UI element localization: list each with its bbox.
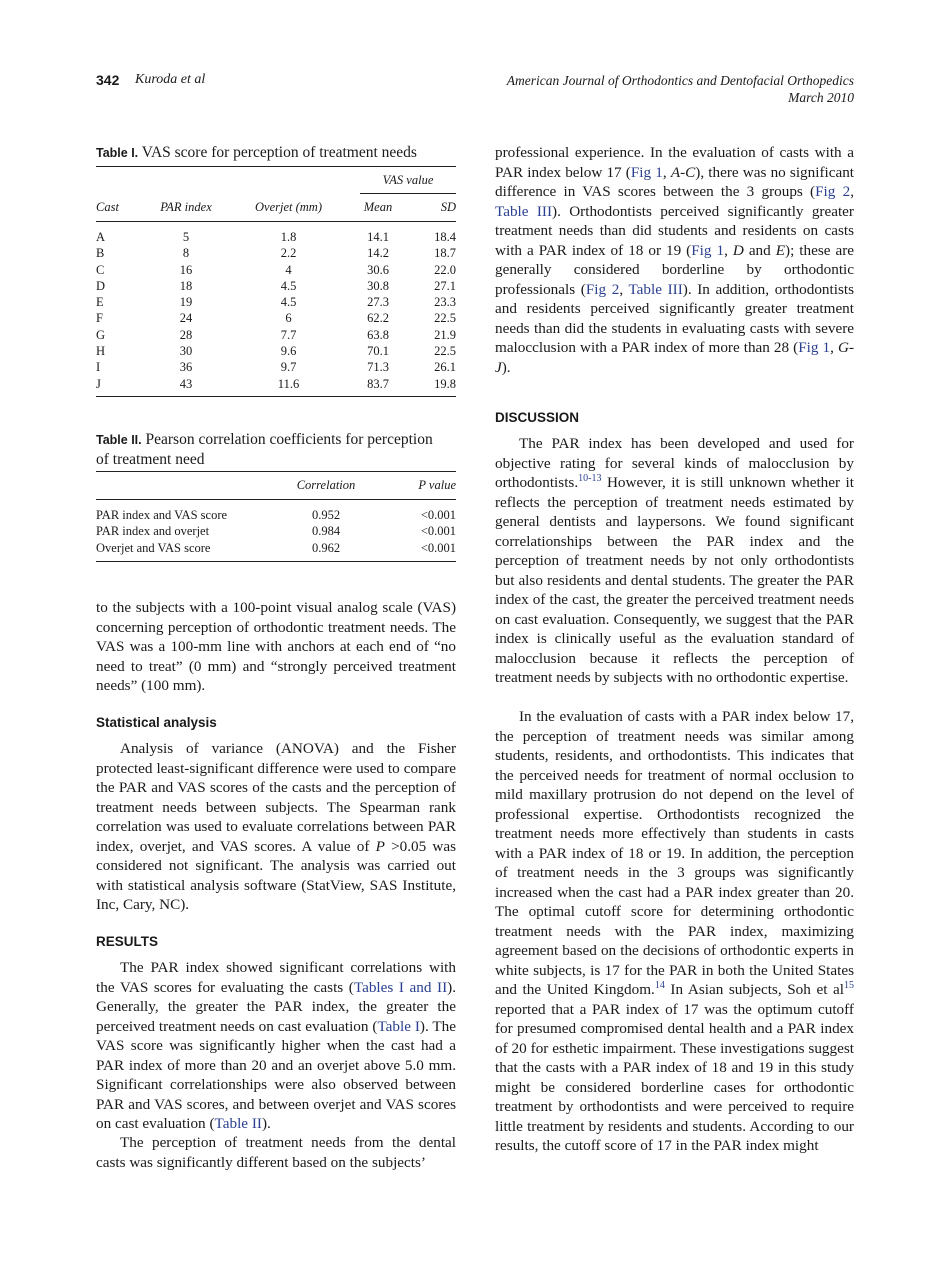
table1-cell-overjet: 2.2 (280, 246, 297, 261)
page-number: 342 (96, 72, 120, 88)
table1-col-cast: Cast (96, 200, 119, 214)
res1-text-a: The PAR index showed significant correlations with the VAS scores for evaluating the casts ( (96, 959, 456, 996)
table2-col-correlation: Correlation (296, 478, 356, 492)
table-row (96, 507, 456, 523)
r1-text-b: ), there was no significant difference in VAS scores between the 3 groups ( (495, 163, 855, 200)
left-para-results-1 (96, 958, 456, 1134)
link-fig-1-c[interactable]: Fig 1 (798, 339, 831, 356)
table1-cell-par: 18 (179, 278, 193, 293)
link-tables-i-ii[interactable]: Tables I and II (353, 978, 448, 996)
table1-cell-par: 28 (179, 327, 193, 342)
table-row (96, 245, 456, 261)
res2-text: The perception of treatment needs from the dental casts was significantly different based on the subjects’ (96, 1134, 456, 1171)
table1-cell-sd: 23.3 (434, 295, 456, 310)
table1-cell-cast: G (96, 327, 106, 342)
table1-cell-mean: 70.1 (367, 344, 389, 359)
table-row (96, 294, 456, 310)
table1-cell-par: 36 (179, 360, 193, 375)
ref-10-13[interactable]: 10-13 (578, 472, 602, 484)
link-fig-2[interactable]: Fig 2 (815, 183, 851, 200)
table1-cell-sd: 26.1 (434, 360, 456, 375)
table1-caption-text: VAS score for perception of treatment needs (141, 144, 417, 161)
table1-col-overjet: Overjet (mm) (255, 200, 322, 214)
table1-col-par: PAR index (160, 200, 212, 214)
res1-text-d: ). (261, 1115, 271, 1132)
table1-cell-cast: E (96, 295, 104, 310)
link-fig-1[interactable]: Fig 1 (630, 163, 663, 181)
table2-caption (96, 430, 456, 469)
r1-text-d: ); these are generally considered borderline by orthodontic professionals ( (495, 241, 855, 298)
table1-cell-sd: 18.7 (434, 246, 456, 261)
left-para-results-2 (96, 1133, 456, 1172)
r1-text-a: professional experience. In the evaluation of casts with a PAR index below 17 ( (495, 144, 854, 181)
table1-cell-overjet: 1.8 (280, 230, 297, 244)
table2-cell-pvalue: <0.001 (420, 524, 456, 539)
r1-text-c: ). Orthodontists perceived significantly greater treatment needs than did students and residents on casts with a PAR index of 18 or 19 ( (495, 202, 854, 259)
left-para-statistics (96, 739, 456, 915)
table-row (96, 376, 456, 392)
table2-col-p-value: value (428, 478, 456, 492)
r1-text-f: ). (501, 358, 511, 376)
table1-header-row (96, 200, 456, 218)
table1-cell-overjet: 9.6 (280, 344, 297, 359)
table1-group-header: VAS value (382, 173, 434, 187)
stat-text-a: Analysis of variance (ANOVA) and the Fisher protected least-significant difference were used to compare the PAR and VAS scores of the casts and the perception of treatment needs between subjects. The Spearman rank correlation was used to evaluate correlations between PAR index, overjet, and VAS scores. A value of (96, 740, 456, 855)
table2-header-row (96, 478, 456, 496)
table2-caption-line2: of treatment need (96, 451, 205, 468)
table1-bottom-rule (96, 396, 456, 397)
table2-col-p-letter: P (418, 478, 426, 492)
table1-cell-mean: 30.8 (367, 278, 389, 293)
running-head-authors: Kuroda et al (135, 72, 206, 87)
table1-cell-par: 24 (179, 311, 193, 326)
table1-cell-cast: B (96, 246, 105, 261)
table2-label: Table II. (96, 433, 142, 447)
d1-text-b: However, it is still unknown whether it reflects the perception of treatment needs estimated by general dentists and laypersons. We found significant correlationships between the PAR index and the perception of treatment needs by not only orthodontists but also residents and dental students. The greater the PAR index of the cast, the greater the perceived treatment needs on cast evaluation. Consequently, we suggest that the PAR index is clinically useful as the evaluation standard of malocclusion because it reflects the perception of treatment needs by subjects with no orthodontic expertise. (495, 474, 854, 686)
table-row (96, 343, 456, 359)
table1-cell-mean: 83.7 (367, 376, 389, 391)
table1-cell-sd: 19.8 (434, 376, 456, 391)
table2-cell-pair: PAR index and overjet (96, 524, 210, 539)
table1-cell-cast: F (96, 311, 103, 326)
r1-text-e: ). In addition, orthodontists and residents perceived significantly greater treatment needs than did the students in evaluating casts with severe malocclusion with a PAR index of more than 28 ( (495, 280, 855, 356)
d2-text-c: reported that a PAR index of 17 was the optimum cutoff for presumed compromised dental health and a PAR index of 20 for esthetic impairment. These investigations suggest that the casts with a PAR index of 18 and 19 in this study might be considered borderline cases for orthodontic treatment by orthodontists and were perceived to require little treatment by residents and students. According to our results, the cutoff score of 17 in the PAR index might (495, 1000, 854, 1154)
table1-col-mean: Mean (363, 200, 393, 214)
table1-cell-overjet: 9.7 (280, 360, 297, 375)
table1-cell-overjet: 6 (285, 311, 292, 326)
res1-text-c: ). The VAS score was significantly higher when the cast had a PAR index of more than 20 and an overjet above 5.0 mm. Significant correlationships were also observed between PAR and VAS scores, and between overjet and VAS scores on cast evaluation ( (96, 1017, 456, 1132)
table2-cell-pvalue: <0.001 (420, 540, 456, 555)
table1-header-rule (96, 221, 456, 222)
table2-caption-line1: Pearson correlation coefficients for perception (145, 431, 433, 448)
table1-cell-overjet: 4.5 (280, 278, 297, 293)
table1-cell-mean: 30.6 (367, 262, 389, 277)
heading-statistical-analysis: Statistical analysis (96, 715, 217, 730)
table2-cell-pair: PAR index and VAS score (96, 508, 228, 522)
table1-col-sd: SD (440, 200, 456, 214)
table1-cell-cast: C (96, 262, 105, 277)
table1-top-rule (96, 166, 456, 167)
table2-top-rule (96, 471, 456, 472)
link-table-iii[interactable]: Table III (495, 202, 553, 220)
table1-label: Table I. (96, 146, 139, 160)
table1-cell-cast: D (96, 278, 106, 293)
link-fig-2-b[interactable]: Fig 2 (585, 280, 620, 298)
table1-body (96, 229, 456, 392)
table1-cell-mean: 71.3 (367, 360, 389, 375)
table-row (96, 278, 456, 294)
ref-15[interactable]: 15 (844, 979, 855, 991)
stat-text-b: >0.05 was considered not significant. The analysis was carried out with statistical analysis software (StatView, SAS Institute, Inc, Cary, NC). (96, 837, 457, 913)
table1-cell-mean: 14.1 (367, 230, 389, 244)
table-row (96, 229, 456, 245)
table-row (96, 262, 456, 278)
table1-cell-overjet: 4.5 (280, 295, 297, 310)
table1-cell-par: 16 (179, 262, 193, 277)
r1-fig-panel-e: E (775, 241, 786, 259)
table1-cell-overjet: 4 (285, 262, 292, 277)
table2-cell-correlation: 0.962 (311, 540, 341, 555)
left-para-vas-text: to the subjects with a 100-point visual analog scale (VAS) concerning perception of orthodontic treatment needs. The VAS was a 100-mm line with anchors at each end of “no need to treat” (0 mm) and “strongly perceived treatment needs” (100 mm). (96, 599, 456, 694)
table2-cell-pair: Overjet and VAS score (96, 540, 211, 555)
table-row (96, 359, 456, 375)
r1-fig-panel-d: D (732, 241, 744, 259)
ref-14[interactable]: 14 (654, 979, 665, 991)
table1-cell-cast: I (96, 360, 101, 375)
r1-fig-panels-gj: G-J (495, 339, 855, 376)
table1-cell-mean: 63.8 (367, 327, 389, 342)
table1-cell-par: 8 (182, 246, 190, 261)
d2-text-b: In Asian subjects, Soh et al (664, 981, 845, 998)
table-row (96, 310, 456, 326)
heading-discussion: DISCUSSION (495, 410, 580, 425)
table1-cell-par: 19 (179, 295, 193, 310)
res1-text-b: ). Generally, the greater the PAR index, the greater the perceived treatment needs on cast evaluation ( (96, 978, 456, 1035)
table1-cell-mean: 27.3 (367, 295, 389, 310)
right-para-results-cont: professional experience. In the evaluation of casts with a PAR index below 17 (Fig 1, A-C), there was no significant difference in VAS scores between the 3 groups (Fig 2, Table III). Orthodontists perceived significantly greater treatment needs than did students and residents on casts with a PAR index of 18 or 19 (Fig 1, D and E); these are generally considered borderline by orthodontic professionals (Fig 2, Table III). In addition, orthodontists and residents perceived significantly greater treatment needs than did the students in evaluating casts with severe malocclusion with a PAR index of more than 28 (Fig 1, G-J). (495, 144, 855, 376)
table1-cell-cast: A (96, 230, 106, 244)
table2-bottom-rule (96, 561, 456, 562)
table1-cell-mean: 62.2 (367, 311, 389, 326)
table2-body (96, 507, 456, 556)
table1-cell-sd: 27.1 (434, 278, 456, 293)
table1-cell-sd: 21.9 (434, 327, 456, 342)
running-head-journal (434, 72, 854, 106)
link-table-iii-b[interactable]: Table III (628, 280, 683, 298)
table2-header-rule (96, 499, 456, 500)
table1-cell-sd: 22.5 (434, 311, 456, 326)
table1-cell-mean: 14.2 (367, 246, 389, 261)
right-para-discussion-1 (495, 434, 854, 688)
table-row (96, 523, 456, 539)
d2-text-a: In the evaluation of casts with a PAR index below 17, the perception of treatment needs was similar among students, residents, and orthodontists. This indicates that the perceived needs for treatment of normal occlusion to mild maxillary protrusion do not depend on the level of professional expertise. Orthodontists recognized the treatment needs more effectively than students in casts with a PAR index of 18 or 19. In addition, the perception of treatment needs in the 3 groups was significantly increased when the cast had a PAR index greater than 20. The optimal cutoff score for determining orthodontic treatment needs with the PAR index, maximizing agreement based on the decisions of orthodontic experts in white subjects, is 17 for the PAR in both the United States and the United Kingdom. (495, 708, 854, 998)
table1-cell-par: 5 (182, 230, 190, 244)
table1-cell-cast: J (96, 376, 101, 391)
stat-p-letter: P (375, 837, 385, 855)
table1-cell-overjet: 11.6 (277, 376, 300, 391)
table2-col-pvalue (386, 478, 456, 493)
table1-caption (96, 143, 456, 163)
table1-cell-sd: 22.0 (434, 262, 456, 277)
table2-cell-correlation: 0.952 (311, 508, 341, 522)
d1-text-a: The PAR index has been developed and used for objective rating for several kinds of malocclusion by orthodontists. (495, 435, 854, 491)
journal-issue: March 2010 (788, 90, 854, 105)
table1-group-rule (360, 193, 456, 194)
link-table-i[interactable]: Table I (377, 1017, 420, 1035)
link-fig-1-b[interactable]: Fig 1 (691, 241, 725, 259)
table1-cell-sd: 22.5 (434, 344, 456, 359)
r1-and: and (748, 241, 771, 259)
right-para-discussion-2 (495, 707, 854, 1156)
table1-cell-par: 30 (179, 344, 193, 359)
table-row (96, 540, 456, 556)
table1-cell-cast: H (96, 344, 106, 359)
table2-cell-correlation: 0.984 (311, 524, 341, 539)
table1-cell-overjet: 7.7 (280, 327, 297, 342)
table-row (96, 327, 456, 343)
table1-cell-sd: 18.4 (434, 230, 456, 244)
table2-cell-pvalue: <0.001 (420, 508, 456, 522)
table1-cell-par: 43 (179, 376, 193, 391)
r1-fig-panels-ac: A-C (670, 163, 696, 181)
left-para-vas (96, 598, 456, 696)
heading-results: RESULTS (96, 934, 159, 949)
link-table-ii[interactable]: Table II (214, 1115, 262, 1132)
journal-title: American Journal of Orthodontics and Dentofacial Orthopedics (506, 73, 854, 88)
